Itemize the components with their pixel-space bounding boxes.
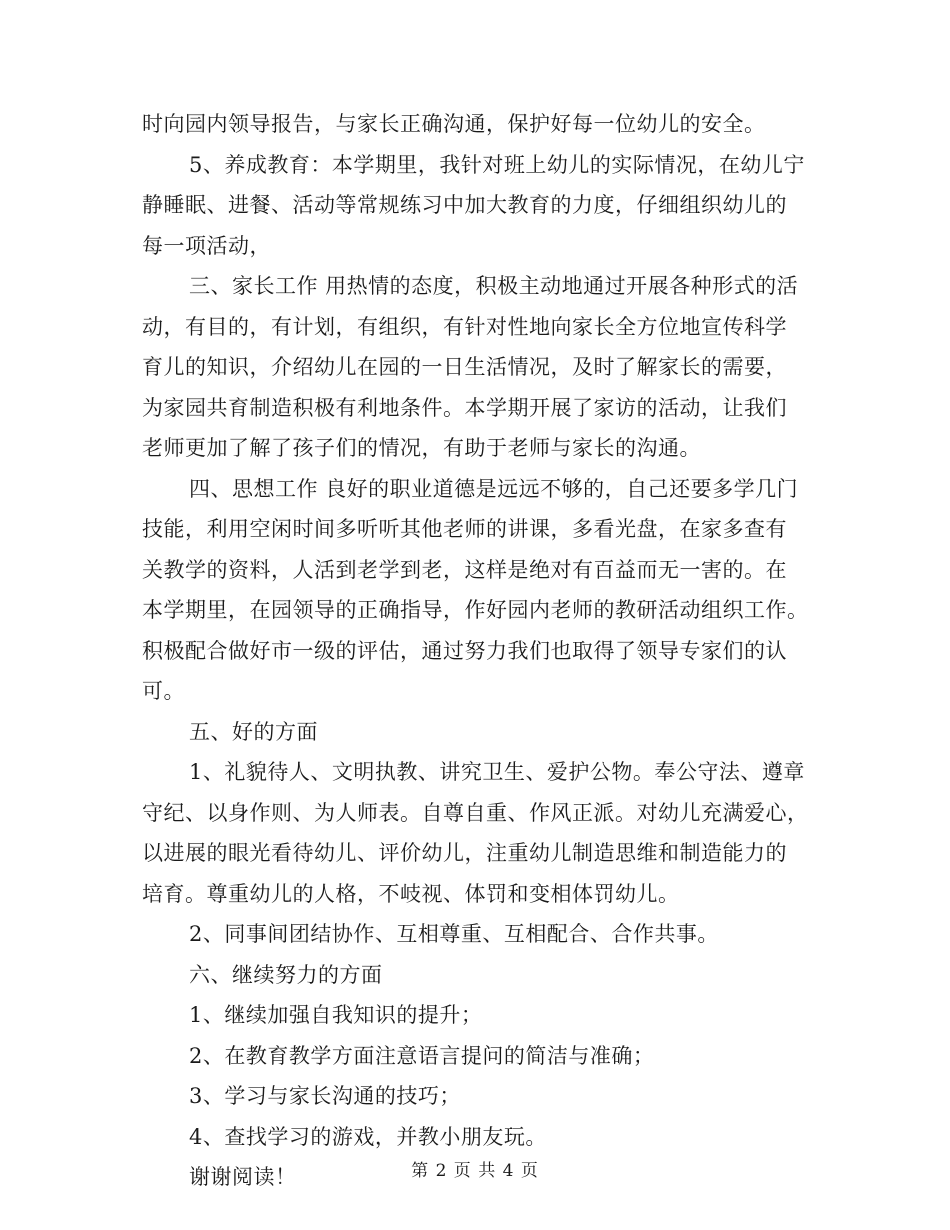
text-line: 三、家长工作 用热情的态度，积极主动地通过开展各种形式的活 xyxy=(189,274,799,298)
text-line: 4、查找学习的游戏，并教小朋友玩。 xyxy=(189,1124,547,1149)
text-line: 为家园共育制造积极有利地条件。本学期开展了家访的活动，让我们 xyxy=(142,395,787,420)
text-line: 老师更加了解了孩子们的情况，有助于老师与家长的沟通。 xyxy=(142,436,701,460)
text-line: 可。 xyxy=(142,679,185,703)
text-line: 四、思想工作 良好的职业道德是远远不够的，自己还要多学几门 xyxy=(189,476,799,501)
text-line: 谢谢阅读！ xyxy=(189,1165,297,1189)
text-line: 守纪、以身作则、为人师表。自尊自重、作风正派。对幼儿充满爱心， xyxy=(142,800,809,825)
text-line: 培育。尊重幼儿的人格，不岐视、体罚和变相体罚幼儿。 xyxy=(142,881,680,906)
text-line: 育儿的知识，介绍幼儿在园的一日生活情况，及时了解家长的需要， xyxy=(142,355,787,379)
text-line: 每一项活动， xyxy=(142,233,271,258)
text-line: 2、在教育教学方面注意语言提问的简洁与准确； xyxy=(189,1043,655,1068)
text-line: 积极配合做好市一级的评估，通过努力我们也取得了领导专家们的认 xyxy=(142,638,787,663)
text-line: 五、好的方面 xyxy=(189,719,318,744)
text-line: 动，有目的，有计划，有组织，有针对性地向家长全方位地宣传科学 xyxy=(142,314,787,339)
text-line: 六、继续努力的方面 xyxy=(189,962,383,987)
text-line: 1、礼貌待人、文明执教、讲究卫生、爱护公物。奉公守法、遵章 xyxy=(189,760,805,784)
text-line: 以进展的眼光看待幼儿、评价幼儿，注重幼儿制造思维和制造能力的 xyxy=(142,841,787,865)
text-line: 静睡眠、进餐、活动等常规练习中加大教育的力度，仔细组织幼儿的 xyxy=(142,193,787,217)
text-line: 5、养成教育：本学期里，我针对班上幼儿的实际情况，在幼儿宁 xyxy=(189,152,805,177)
page-footer: 第 2 页 共 4 页 xyxy=(411,1161,539,1181)
text-line: 3、学习与家长沟通的技巧； xyxy=(189,1084,461,1108)
text-line: 时向园内领导报告，与家长正确沟通，保护好每一位幼儿的安全。 xyxy=(142,112,766,136)
text-line: 技能，利用空闲时间多听听其他老师的讲课，多看光盘，在家多查有 xyxy=(142,517,787,541)
text-line: 1、继续加强自我知识的提升； xyxy=(189,1003,483,1027)
text-line: 关教学的资料，人活到老学到老，这样是绝对有百益而无一害的。在 xyxy=(142,557,787,582)
text-line: 本学期里，在园领导的正确指导，作好园内老师的教研活动组织工作。 xyxy=(142,598,809,622)
document-body xyxy=(142,104,812,1198)
text-line: 2、同事间团结协作、互相尊重、互相配合、合作共事。 xyxy=(189,922,719,946)
